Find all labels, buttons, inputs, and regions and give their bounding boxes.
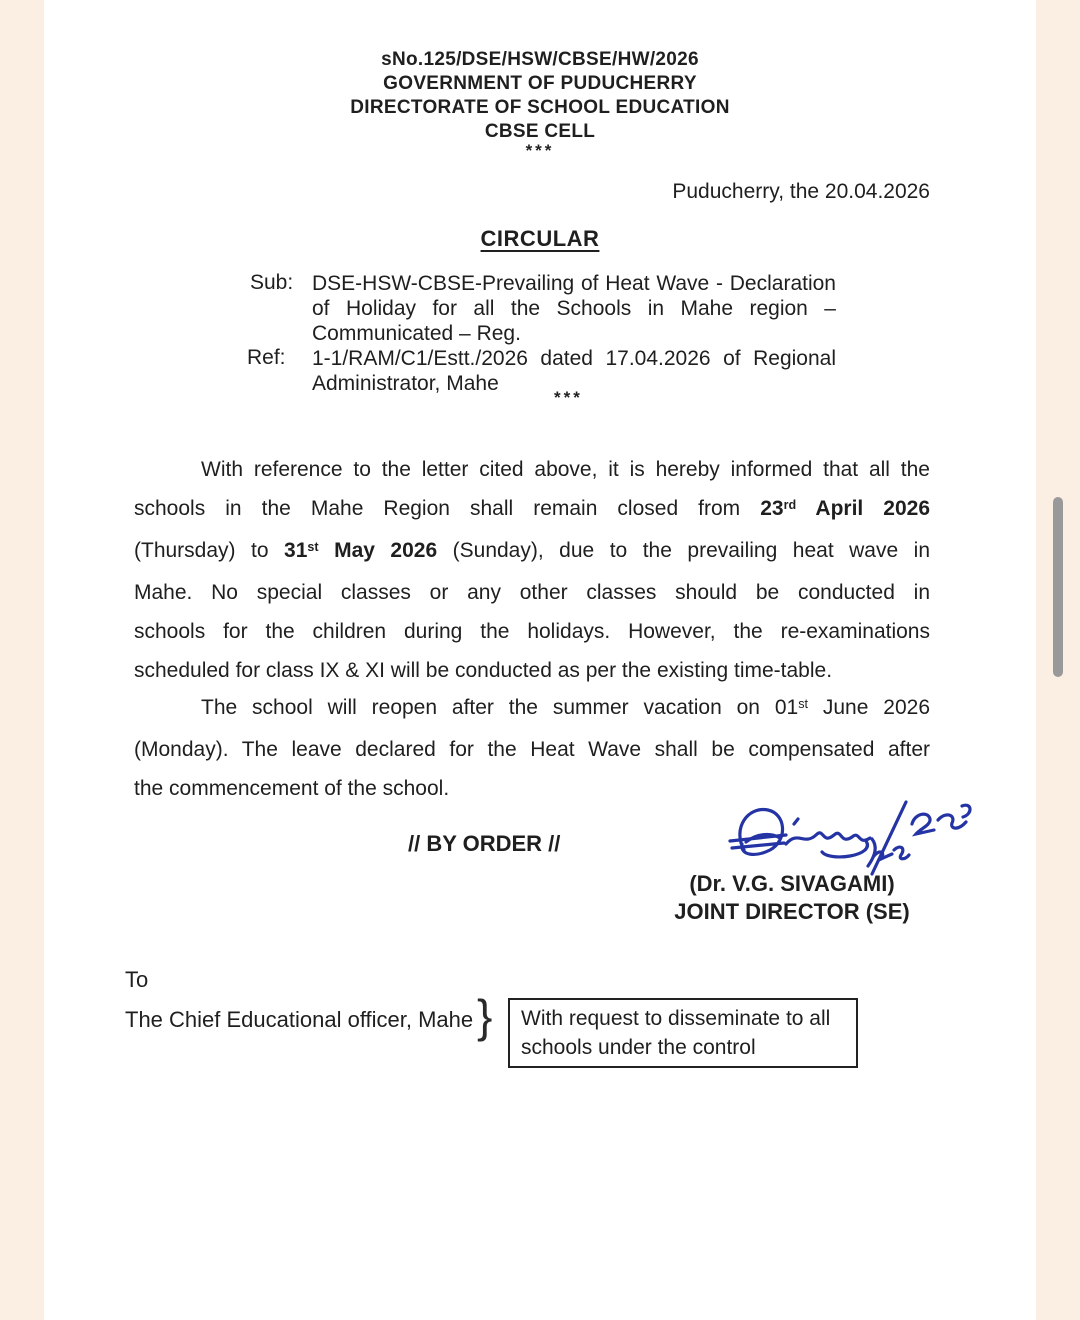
letterhead: [44, 48, 1036, 144]
text-segment: 1-1/RAM/C1/Estt./2026 dated 17.04.2026 of Regional: [312, 347, 836, 370]
text-segment: (Monday). The leave declared for the Heat Wave shall be compensated after: [134, 738, 930, 761]
text-line: With request to disseminate to all: [521, 1007, 831, 1030]
text-line: [312, 321, 836, 346]
text-segment: Administrator, Mahe: [312, 372, 499, 395]
text-line: [134, 612, 930, 651]
text-segment: st: [798, 697, 809, 712]
text-segment: June 2026: [808, 696, 930, 719]
text-line: [312, 296, 836, 321]
text-segment: The school will reopen after the summer vacation on 01: [201, 696, 799, 719]
signatory-name: (Dr. V.G. SIVAGAMI): [689, 871, 895, 896]
text-segment: April 2026: [796, 497, 930, 520]
text-line: [134, 573, 930, 612]
text-segment: May 2026: [318, 539, 438, 562]
text-segment: (Sunday), due to the prevailing heat wave in: [437, 539, 930, 562]
dissemination-note-box: [508, 998, 858, 1068]
text-segment: 31: [284, 539, 308, 562]
text-line: sNo.125/DSE/HSW/CBSE/HW/2026: [381, 49, 699, 70]
text-segment: (Thursday) to: [134, 539, 285, 562]
text-line: [134, 531, 930, 573]
text-segment: st: [307, 540, 319, 555]
text-line: DIRECTORATE OF SCHOOL EDUCATION: [350, 97, 730, 118]
text-line: [312, 271, 836, 296]
text-line: [134, 450, 930, 489]
star-separator-top: ***: [525, 141, 555, 160]
text-segment: rd: [783, 498, 797, 513]
text-segment: scheduled for class IX & XI will be conducted as per the existing time-table.: [134, 659, 833, 682]
text-line: schools under the control: [521, 1036, 756, 1059]
body-paragraph-2: [134, 688, 930, 808]
text-line: [312, 346, 836, 371]
body-paragraph-1: [134, 450, 930, 690]
reference-label: Ref:: [247, 346, 286, 369]
text-segment: the commencement of the school.: [134, 777, 450, 800]
star-separator-middle: ***: [554, 388, 583, 407]
text-line: [134, 688, 930, 730]
text-segment: schools for the children during the holidays. However, the re-examinations: [134, 620, 930, 643]
text-segment: Communicated – Reg.: [312, 322, 521, 345]
signatory-block: [600, 870, 984, 926]
text-segment: Mahe. No special classes or any other classes should be conducted in: [134, 581, 930, 604]
by-order-line: // BY ORDER //: [408, 831, 561, 856]
text-line: CBSE CELL: [484, 121, 596, 142]
signatory-designation: JOINT DIRECTOR (SE): [674, 899, 910, 924]
text-segment: 23: [760, 497, 784, 520]
text-line: [134, 651, 930, 690]
subject-label: Sub:: [250, 271, 294, 294]
scrollbar-thumb[interactable]: [1053, 497, 1063, 677]
circular-title: [44, 226, 1036, 252]
circular-title-text: CIRCULAR: [480, 226, 600, 251]
addressee-line: The Chief Educational officer, Mahe: [125, 1007, 474, 1032]
text-segment: With reference to the letter cited above, it is hereby informed that all the: [201, 458, 930, 481]
document-page: [44, 0, 1036, 1320]
text-segment: of Holiday for all the Schools in Mahe region –: [312, 297, 836, 320]
text-line: [134, 489, 930, 531]
brace-glyph: }: [477, 990, 493, 1042]
text-segment: schools in the Mahe Region shall remain closed from: [134, 497, 761, 520]
place-date-line: Puducherry, the 20.04.2026: [672, 180, 930, 203]
subject-text: [312, 271, 836, 346]
text-line: [134, 730, 930, 769]
text-segment: DSE-HSW-CBSE-Prevailing of Heat Wave - Declaration: [312, 272, 836, 295]
to-label: To: [125, 967, 149, 992]
text-line: GOVERNMENT OF PUDUCHERRY: [383, 73, 697, 94]
